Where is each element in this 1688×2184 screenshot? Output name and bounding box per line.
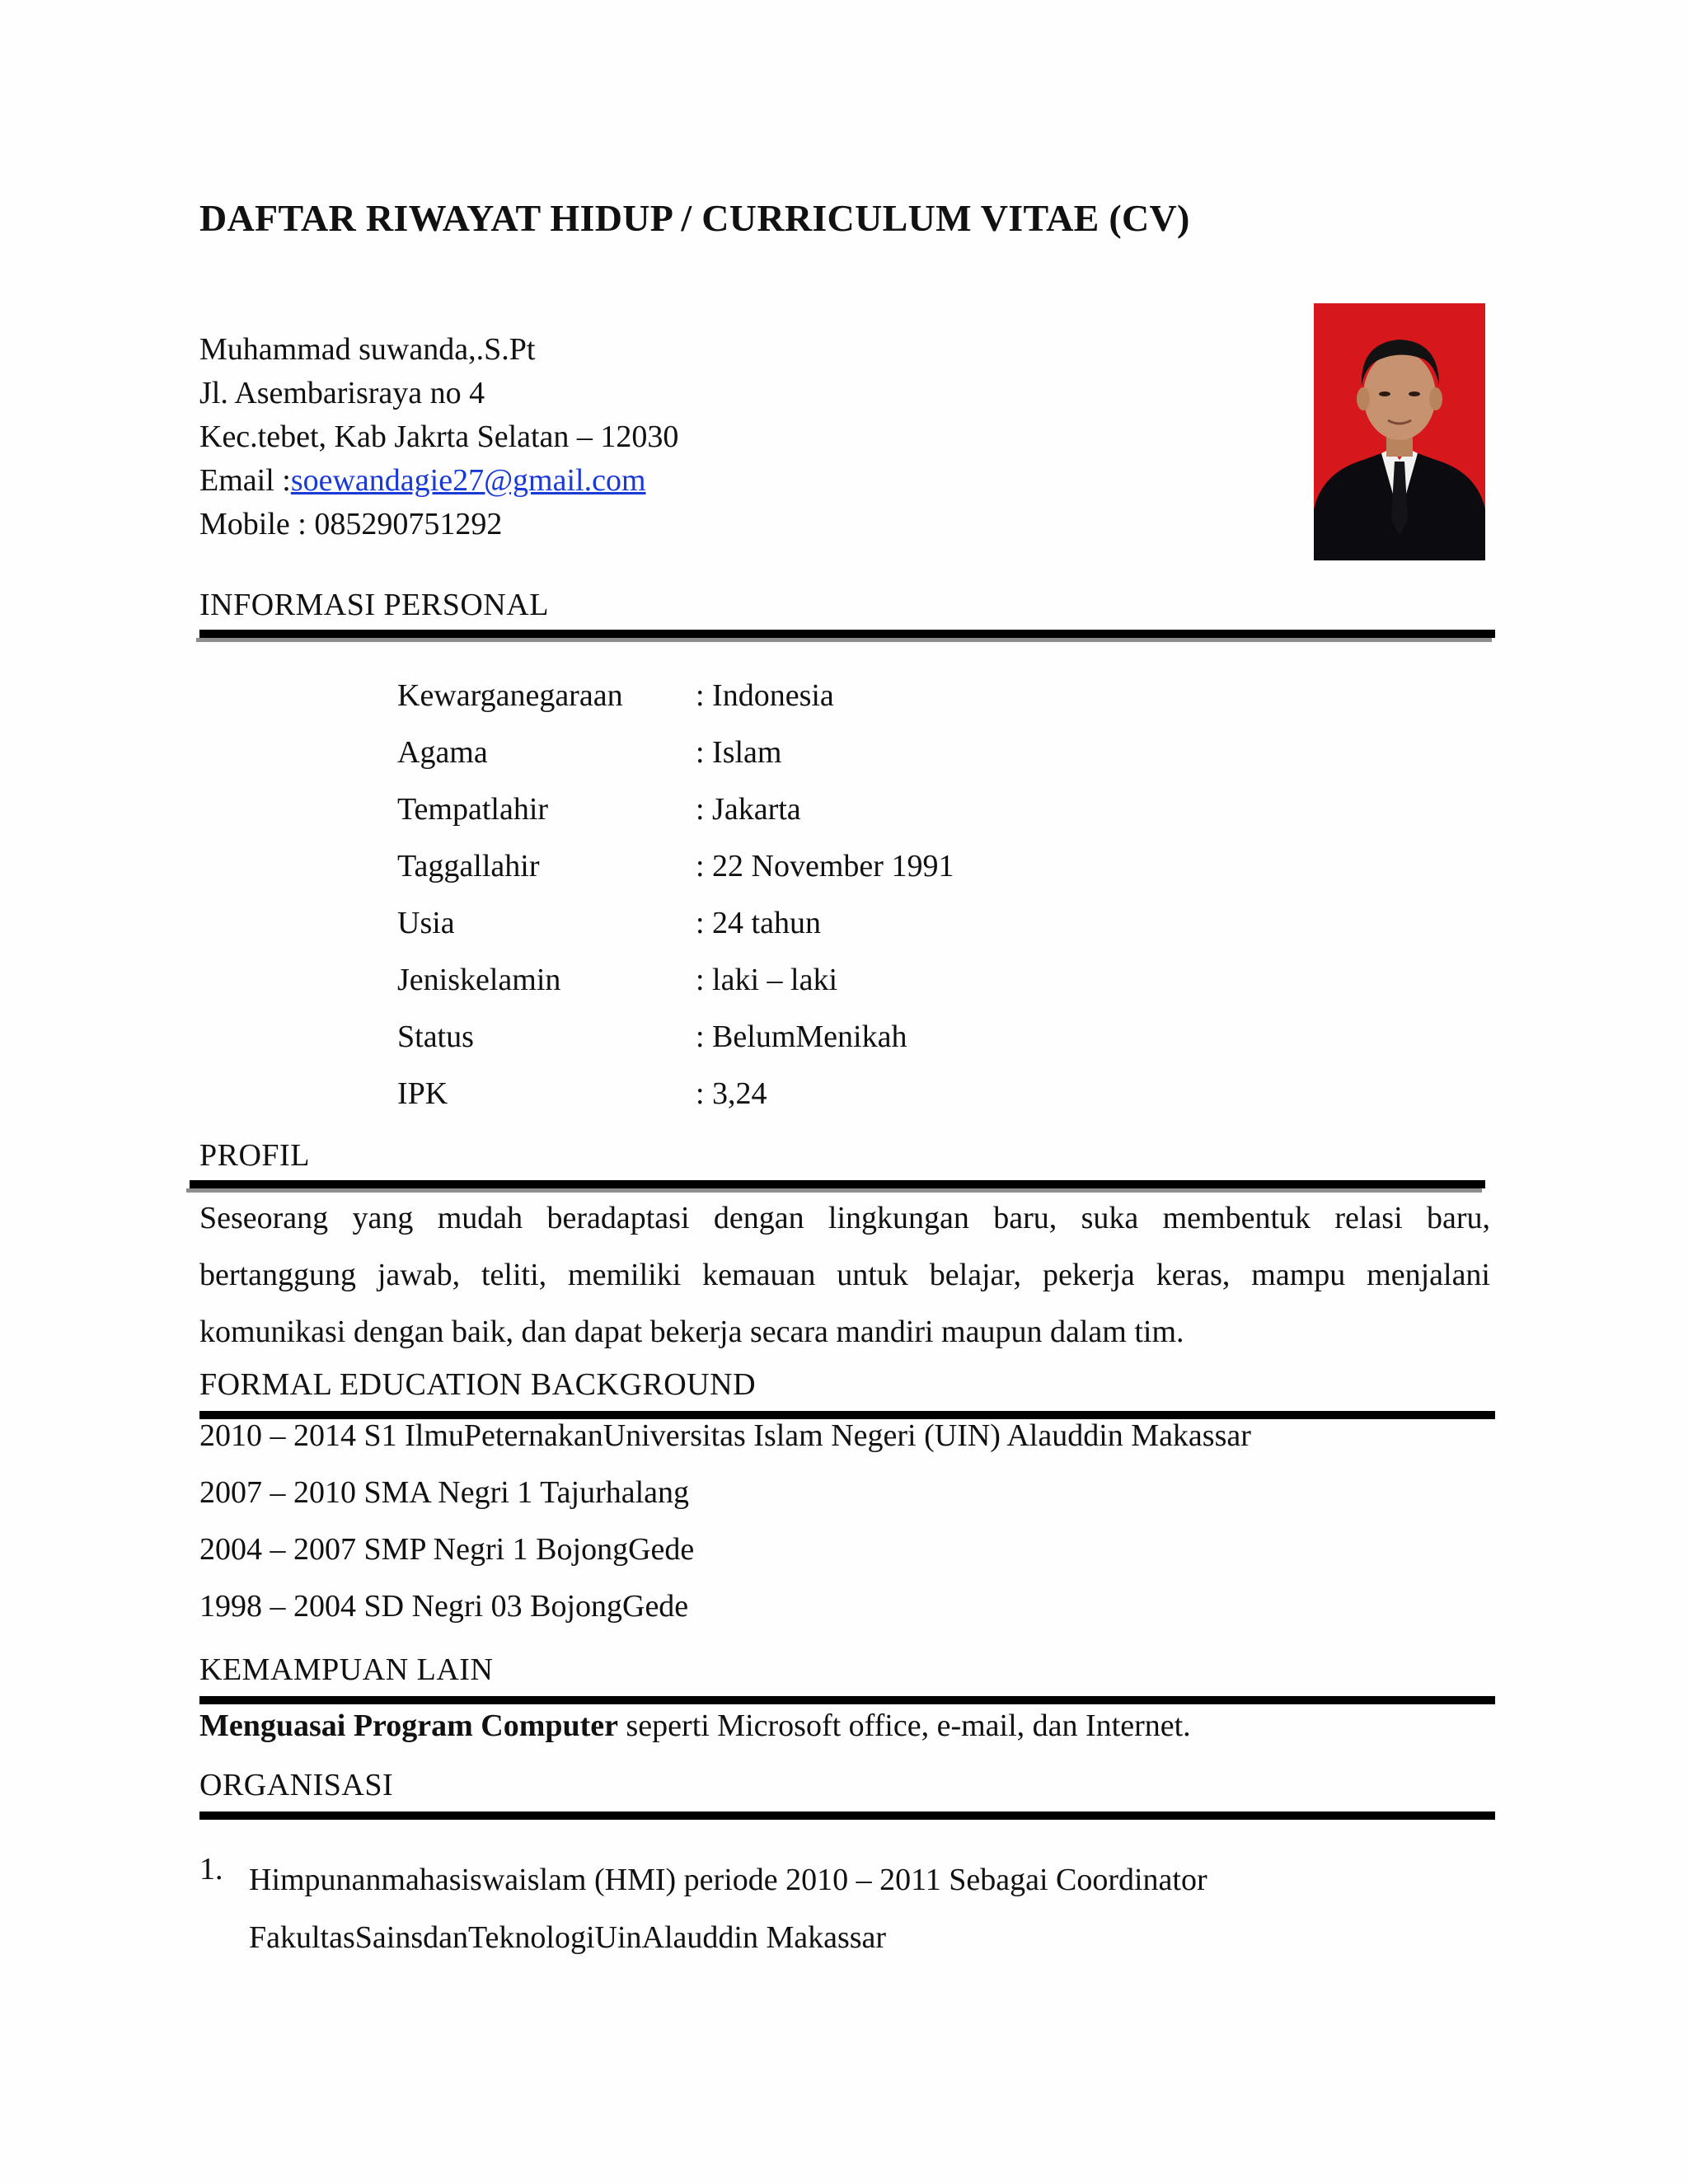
email-label: Email : bbox=[199, 463, 291, 498]
skills-bold: Menguasai Program Computer bbox=[199, 1708, 619, 1743]
document-title: DAFTAR RIWAYAT HIDUP / CURRICULUM VITAE (CV) bbox=[199, 197, 1190, 239]
personal-info-label: Taggallahir bbox=[397, 849, 540, 883]
section-personal-heading: INFORMASI PERSONAL bbox=[199, 588, 549, 622]
personal-info-label: Usia bbox=[397, 906, 455, 940]
personal-info-value: : Indonesia bbox=[696, 678, 834, 713]
personal-info-label: Tempatlahir bbox=[397, 792, 549, 827]
personal-info-label: Agama bbox=[397, 735, 488, 770]
personal-info-value: : BelumMenikah bbox=[696, 1019, 907, 1054]
organization-item-number: 1. bbox=[199, 1852, 223, 1886]
skills-rest: seperti Microsoft office, e-mail, dan Internet. bbox=[618, 1708, 1191, 1743]
personal-info-value: : Jakarta bbox=[696, 792, 801, 827]
section-organization-heading: ORGANISASI bbox=[199, 1768, 394, 1802]
contact-email-row bbox=[199, 459, 678, 503]
section-organization-rule bbox=[199, 1811, 1495, 1820]
personal-info-label: Kewarganegaraan bbox=[397, 678, 623, 713]
personal-info-label: IPK bbox=[397, 1076, 448, 1111]
education-item: 1998 – 2004 SD Negri 03 BojongGede bbox=[199, 1589, 689, 1624]
section-profile-rule bbox=[190, 1180, 1485, 1188]
organization-item-body bbox=[249, 1851, 1485, 1966]
education-list bbox=[199, 1418, 1251, 1645]
section-skills-heading: KEMAMPUAN LAIN bbox=[199, 1652, 494, 1687]
education-item: 2010 – 2014 S1 IlmuPeternakanUniversitas Islam Negeri (UIN) Alauddin Makassar bbox=[199, 1418, 1251, 1453]
contact-block bbox=[199, 328, 678, 546]
profile-paragraph: Seseorang yang mudah beradaptasi dengan lingkungan baru, suka membentuk relasi baru, bertanggung jawab, teliti, memiliki kemauan untuk belajar, pekerja keras, mampu menjalani komunikasi dengan baik, dan dapat bekerja secara mandiri maupun dalam tim. bbox=[199, 1201, 1490, 1349]
personal-info-value: : 3,24 bbox=[696, 1076, 767, 1111]
section-education-heading: FORMAL EDUCATION BACKGROUND bbox=[199, 1367, 757, 1402]
personal-info-value: : Islam bbox=[696, 735, 782, 770]
personal-info-value: : 24 tahun bbox=[696, 906, 821, 940]
personal-info-value: : 22 November 1991 bbox=[696, 849, 954, 883]
organization-item-line2: FakultasSainsdanTeknologiUinAlauddin Makassar bbox=[249, 1920, 887, 1955]
personal-info-value: : laki – laki bbox=[696, 963, 838, 997]
portrait-photo bbox=[1314, 303, 1485, 560]
education-item: 2007 – 2010 SMA Negri 1 Tajurhalang bbox=[199, 1475, 690, 1510]
contact-mobile: Mobile : 085290751292 bbox=[199, 507, 503, 541]
contact-address-line2: Kec.tebet, Kab Jakrta Selatan – 12030 bbox=[199, 419, 679, 454]
email-link[interactable]: soewandagie27@gmail.com bbox=[290, 463, 646, 498]
contact-address-line1: Jl. Asembarisraya no 4 bbox=[199, 376, 485, 410]
personal-info-label: Status bbox=[397, 1019, 474, 1054]
personal-info-label: Jeniskelamin bbox=[397, 963, 561, 997]
education-item: 2004 – 2007 SMP Negri 1 BojongGede bbox=[199, 1532, 695, 1567]
section-personal-rule bbox=[199, 630, 1495, 638]
skills-line bbox=[199, 1708, 1191, 1744]
contact-name: Muhammad suwanda,.S.Pt bbox=[199, 332, 536, 367]
portrait-photo-icon bbox=[1314, 303, 1485, 560]
section-profile-heading: PROFIL bbox=[199, 1138, 310, 1173]
organization-item-line1: Himpunanmahasiswaislam (HMI) periode 2010 – 2011 Sebagai Coordinator bbox=[249, 1863, 1207, 1897]
section-skills-rule bbox=[199, 1696, 1495, 1704]
